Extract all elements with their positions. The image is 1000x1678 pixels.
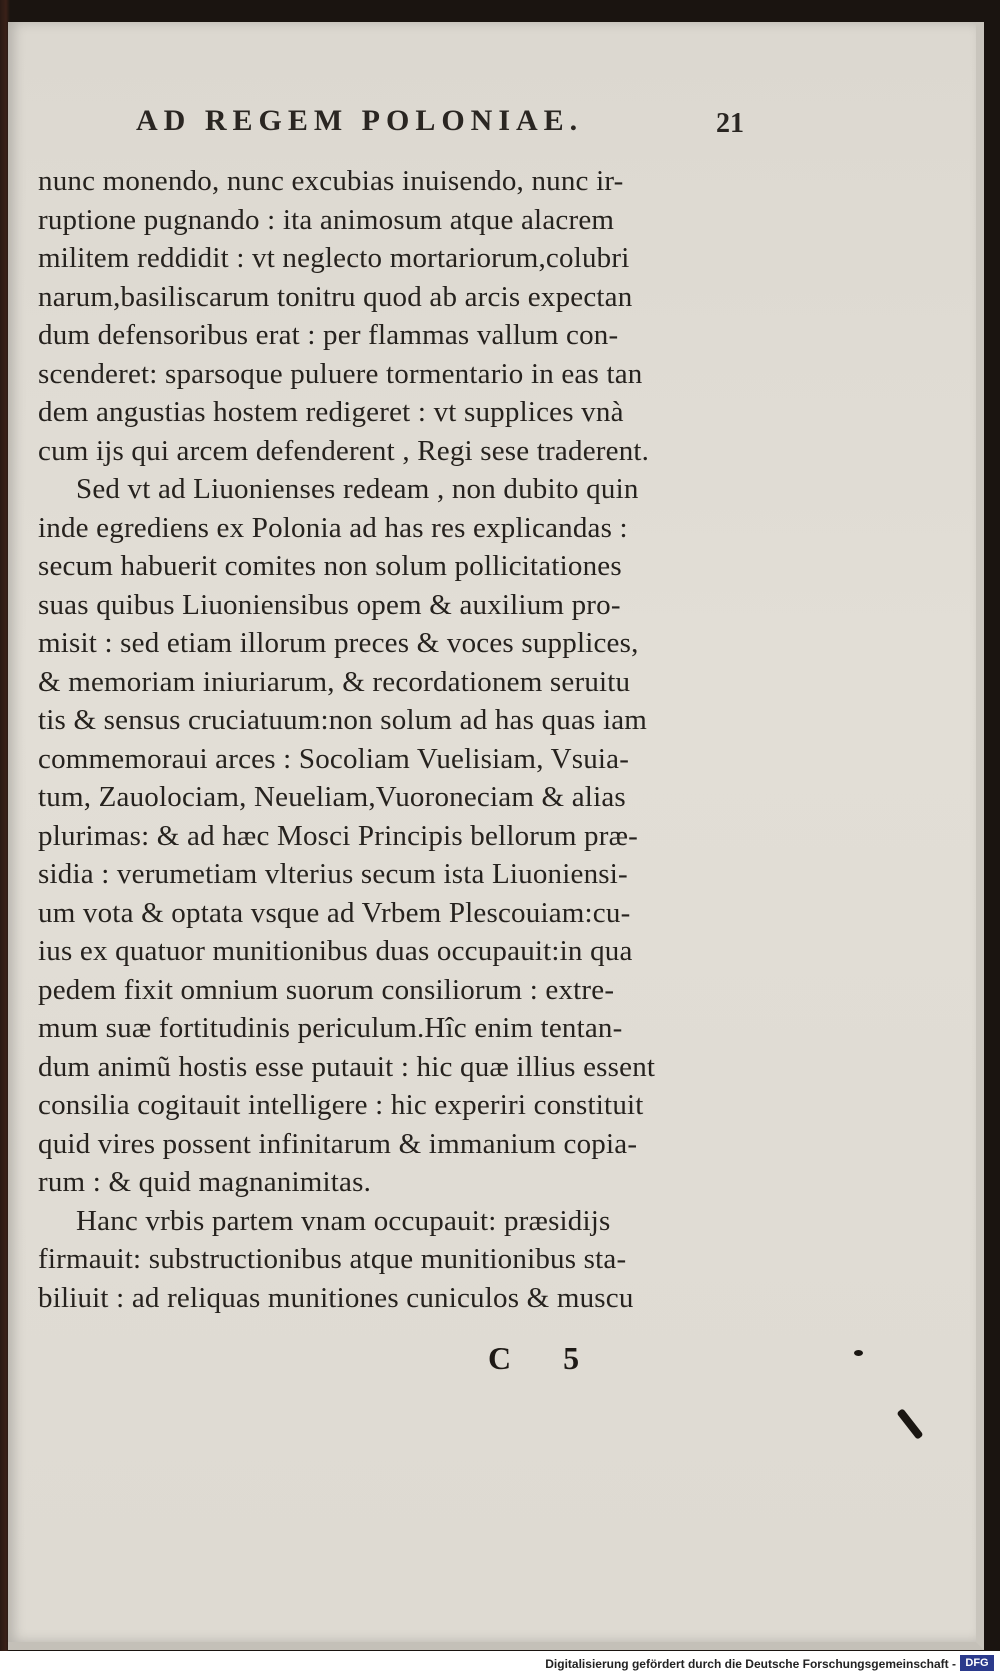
text-line: dum animũ hostis esse putauit : hic quæ illius essent	[38, 1050, 656, 1083]
text-line: suas quibus Liuoniensibus opem & auxilium pro-	[38, 588, 621, 621]
text-line: ruptione pugnando : ita animosum atque alacrem	[38, 203, 615, 236]
text-line: secum habuerit comites non solum pollicitationes	[38, 550, 622, 582]
text-line: sidia : verumetiam vlterius secum ista Liuoniensi-	[38, 858, 628, 890]
text-line: cum ijs qui arcem defenderent , Regi sese traderent.	[38, 434, 650, 467]
text-line: Hanc vrbis partem vnam occupauit: præsidijs	[76, 1204, 611, 1237]
ink-stroke	[896, 1408, 923, 1440]
text-line: dem angustias hostem redigeret : vt supplices vnà	[38, 396, 624, 428]
text-line: narum,basiliscarum tonitru quod ab arcis expectan	[38, 280, 633, 313]
ink-dot	[854, 1350, 863, 1356]
text-line: um vota & optata vsque ad Vrbem Plescouiam:cu-	[38, 896, 631, 929]
text-line: tis & sensus cruciatuum:non solum ad has quas iam	[38, 704, 648, 736]
text-line: nunc monendo, nunc excubias inuisendo, nunc ir-	[38, 165, 624, 197]
text-line: consilia cogitauit intelligere : hic experiri constituit	[38, 1089, 644, 1121]
text-line: inde egrediens ex Polonia ad has res explicandas :	[38, 511, 628, 544]
text-line: rum : & quid magnanimitas.	[38, 1166, 372, 1198]
text-line: & memoriam iniuriarum, & recordationem seruitu	[38, 665, 631, 698]
funding-credit: Digitalisierung gefördert durch die Deutsche Forschungsgemeinschaft -	[545, 1657, 956, 1671]
text-line: scenderet: sparsoque puluere tormentario in eas tan	[38, 357, 643, 390]
text-line: firmauit: substructionibus atque munitionibus sta-	[38, 1243, 627, 1275]
page-number: 21	[716, 108, 744, 139]
text-line: pedem fixit omnium suorum consiliorum : extre-	[38, 973, 615, 1006]
text-line: misit : sed etiam illorum preces & voces supplices,	[38, 627, 639, 659]
text-line: biliuit : ad reliquas munitiones cuniculos & muscu	[38, 1281, 634, 1314]
text-line: commemoraui arces : Socoliam Vuelisiam, Vsuia-	[38, 742, 630, 775]
signature-mark: C 5	[488, 1340, 602, 1376]
text-line: militem reddidit : vt neglecto mortariorum,colubri	[38, 242, 630, 274]
text-line: tum, Zauolociam, Neueliam,Vuoroneciam & alias	[38, 781, 626, 813]
dfg-logo: DFG	[960, 1655, 994, 1671]
book-page	[8, 22, 984, 1650]
running-title: AD REGEM POLONIAE.	[136, 104, 584, 137]
text-line: quid vires possent infinitarum & immanium copia-	[38, 1127, 638, 1160]
text-line: ius ex quatuor munitionibus duas occupauit:in qua	[38, 935, 633, 967]
text-line: mum suæ fortitudinis periculum.Hîc enim tentan-	[38, 1012, 623, 1044]
body-text	[38, 162, 748, 1317]
text-line: dum defensoribus erat : per flammas vallum con-	[38, 319, 619, 351]
text-line: plurimas: & ad hæc Mosci Principis bellorum præ-	[38, 819, 639, 852]
text-line: Sed vt ad Liuonienses redeam , non dubito quin	[76, 473, 639, 505]
